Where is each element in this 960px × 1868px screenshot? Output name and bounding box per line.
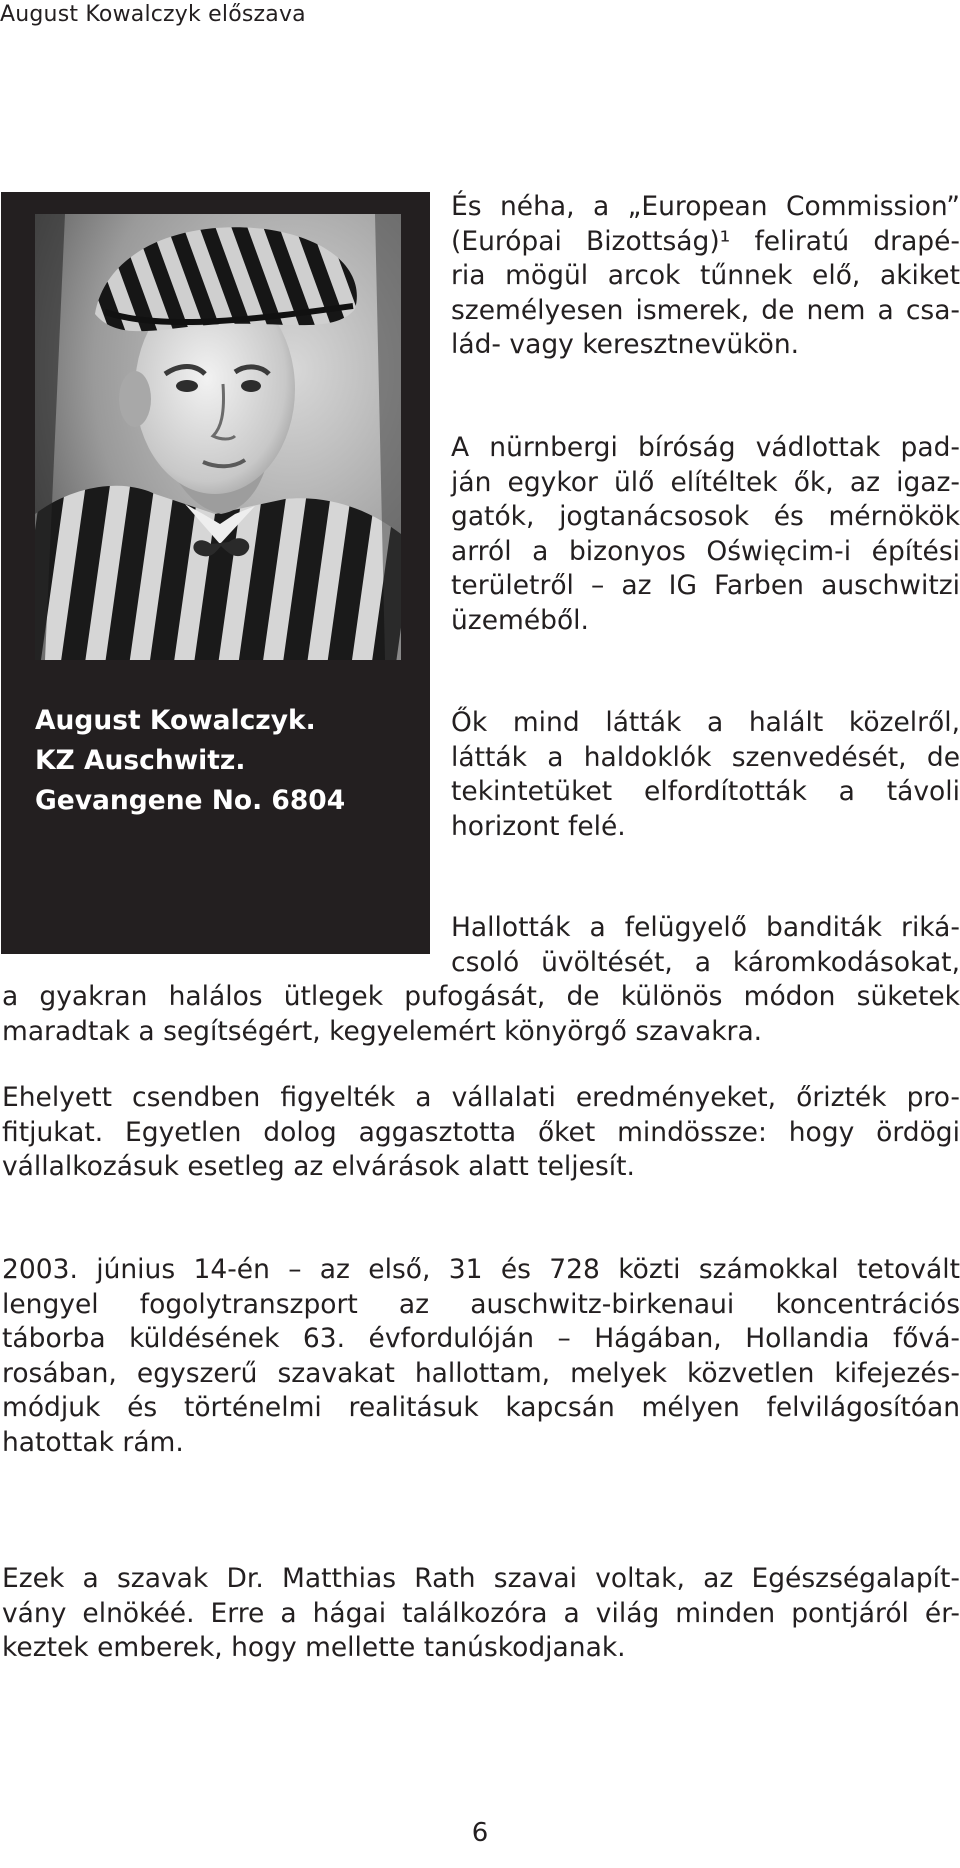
text-line: fitjukat. Egyetlen dolog aggasztotta őket mindössze: hogy ördögi [2,1116,960,1148]
text-line: vány elnökéé. Erre a hágai találkozóra a világ minden pontjáról ér- [2,1597,960,1629]
paragraph-1 [451,190,960,363]
text-line: területről – az IG Farben auschwitzi [451,570,960,601]
text-line: látták a haldoklók szenvedését, de [451,741,960,773]
text-line: személyesen ismerek, de nem a csa- [451,294,960,326]
portrait-photo [35,214,401,660]
prisoner-portrait-image [35,214,401,660]
text-line: üzeméből. [451,604,589,636]
paragraph-3 [451,706,960,844]
text-line: módjuk és történelmi realitásuk kapcsán mélyen felvilágosítóan [2,1392,960,1423]
caption-line: KZ Auschwitz. [35,745,246,776]
text-line: táborba küldésének 63. évfordulóján – Hágában, Hollandia fővá- [2,1323,960,1354]
paragraph-4 [2,980,960,1049]
text-line: Ehelyett csendben figyelték a vállalati eredményeket, őrizték pro- [2,1082,960,1113]
running-head: August Kowalczyk előszava [0,2,306,27]
text-line: 2003. június 14-én – az első, 31 és 728 közti számokkal tetovált [2,1254,960,1285]
text-line: Ezek a szavak Dr. Matthias Rath szavai voltak, az Egészségalapít- [2,1563,960,1594]
caption-line: August Kowalczyk. [35,705,316,736]
text-line: rosában, egyszerű szavakat hallottam, melyek közvetlen kifejezés- [2,1357,960,1389]
figure-caption [35,701,345,821]
text-line: ján egykor ülő elítéltek ők, az igaz- [451,466,960,498]
text-line: (Európai Bizottság)¹ feliratú drapé- [451,225,960,257]
paragraph-4-wrap [451,911,960,980]
paragraph-5 [2,1081,960,1185]
text-line: hatottak rám. [2,1426,184,1458]
text-line: gatók, jogtanácsosok és mérnökök [451,501,960,532]
text-line: tekintetüket elfordították a távoli [451,776,960,807]
text-line: lengyel fogolytranszport az auschwitz-birkenaui koncentrációs [2,1288,960,1320]
page-number: 6 [471,1818,489,1848]
paragraph-7 [2,1562,960,1666]
text-line: csoló üvöltését, a káromkodásokat, [451,946,960,978]
caption-line: Gevangene No. 6804 [35,785,346,816]
text-line: lád- vagy keresztnevükön. [451,329,800,360]
text-line: a gyakran halálos ütlegek pufogását, de különös módon süketek [2,981,960,1012]
paragraph-2 [451,431,960,638]
text-line: Ők mind látták a halált közelről, [451,707,960,738]
text-line: horizont felé. [451,810,626,842]
text-line: Hallották a felügyelő banditák riká- [451,912,960,943]
text-line: ria mögül arcok tűnnek elő, akiket [451,260,960,291]
text-line: keztek emberek, hogy mellette tanúskodjanak. [2,1632,626,1663]
text-line: arról a bizonyos Oświęcim-i építési [451,535,960,567]
text-line: vállalkozásuk esetleg az elvárások alatt teljesít. [2,1151,635,1182]
paragraph-6 [2,1253,960,1460]
text-line: És néha, a „European Commission” [451,191,960,222]
text-line: A nürnbergi bíróság vádlottak pad- [451,432,960,463]
text-line: maradtak a segítségért, kegyelemért könyörgő szavakra. [2,1015,763,1047]
portrait-figure [1,192,430,954]
